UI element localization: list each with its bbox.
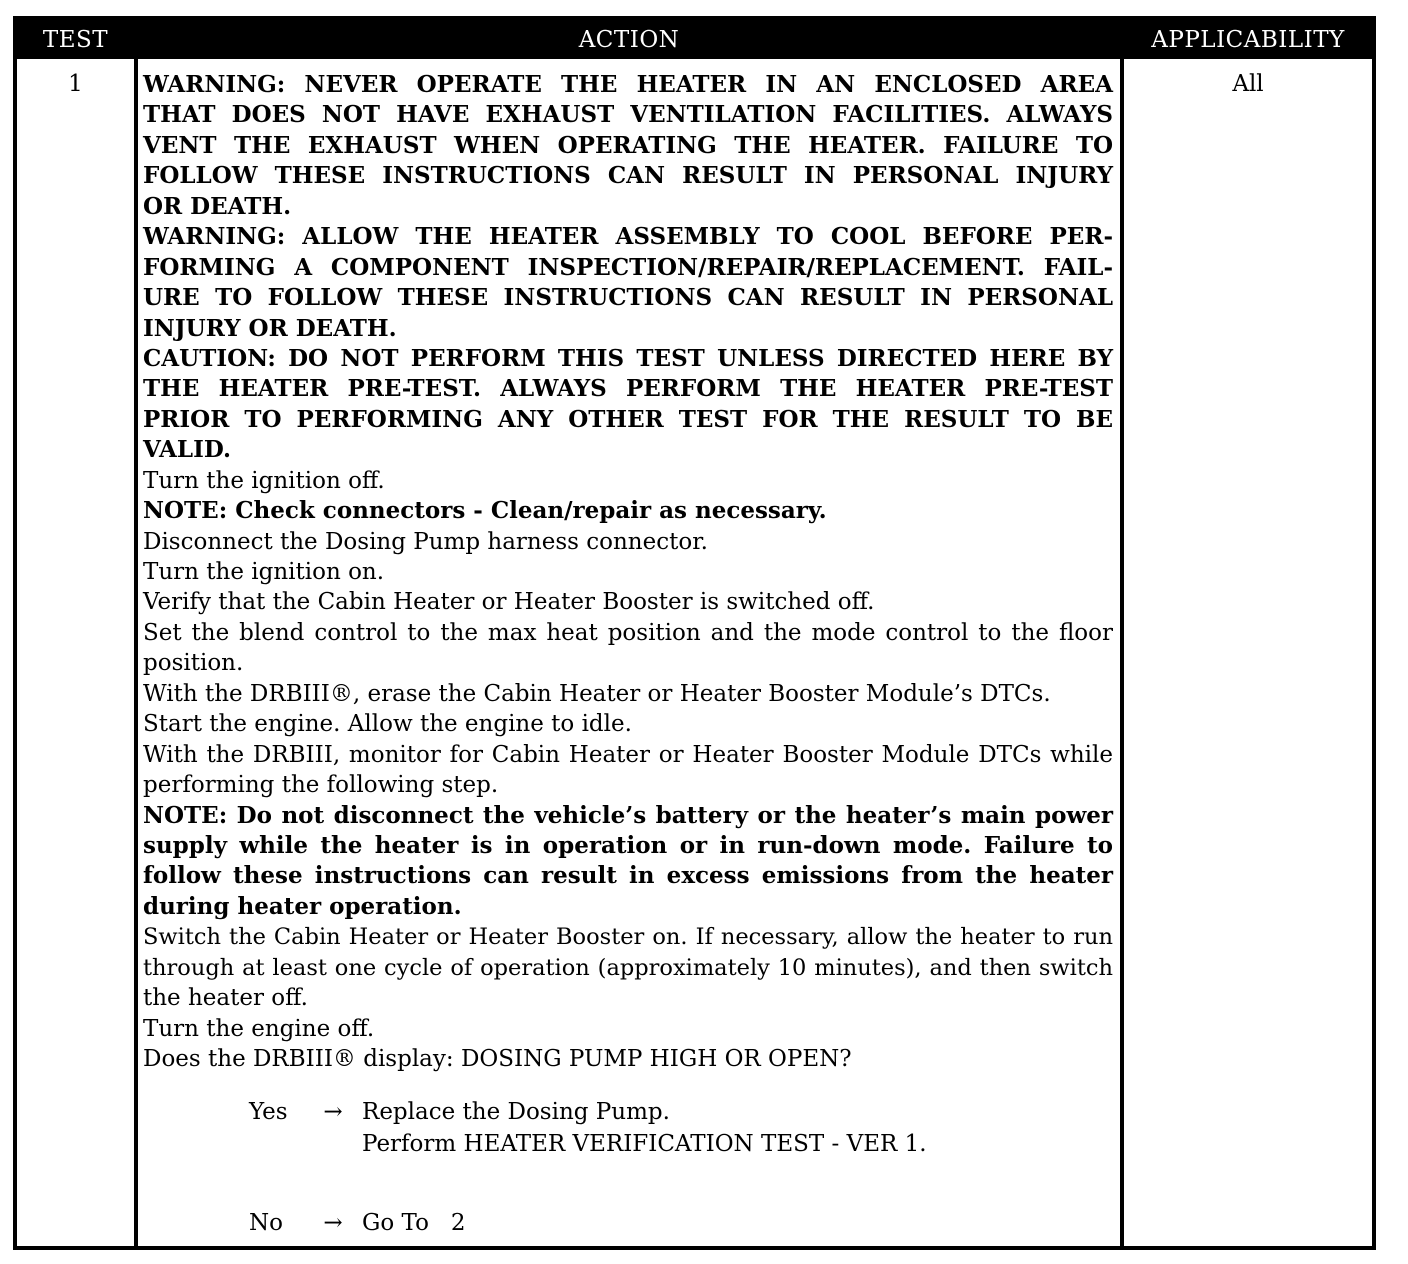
action-line: performing the following step. <box>143 772 499 799</box>
column-divider <box>1120 59 1124 1246</box>
action-line: With the DRBIII®, erase the Cabin Heater or Heater Booster Module’s DTCs. <box>143 680 1051 707</box>
action-line: follow these instructions can result in excess emissions from the heater <box>143 862 1113 890</box>
result-no-label: No <box>249 1210 283 1236</box>
result-yes-action: Replace the Dosing Pump. <box>362 1099 670 1125</box>
action-line: THE HEATER PRE-TEST. ALWAYS PERFORM THE HEATER PRE-TEST <box>143 375 1113 403</box>
header-applicability: APPLICABILITY <box>1151 27 1345 53</box>
test-number: 1 <box>68 71 83 97</box>
action-line: NOTE: Do not disconnect the vehicle’s battery or the heater’s main power <box>143 801 1113 829</box>
result-yes-action-2: Perform HEATER VERIFICATION TEST - VER 1. <box>362 1131 927 1157</box>
action-line: through at least one cycle of operation (approximately 10 minutes), and then switch <box>143 954 1113 981</box>
right-arrow-icon: → <box>323 1099 343 1125</box>
action-line: OR DEATH. <box>143 192 292 220</box>
action-line: Switch the Cabin Heater or Heater Booster on. If necessary, allow the heater to run <box>143 924 1113 951</box>
action-line: Turn the engine off. <box>143 1015 375 1042</box>
header-test: TEST <box>42 27 109 53</box>
action-line: WARNING: ALLOW THE HEATER ASSEMBLY TO COOL BEFORE PER- <box>143 223 1113 251</box>
action-line: Start the engine. Allow the engine to idle. <box>143 711 632 738</box>
action-line: the heater off. <box>143 985 308 1012</box>
action-line: Disconnect the Dosing Pump harness connector. <box>143 528 708 555</box>
table-header <box>17 20 1372 59</box>
action-line: position. <box>143 650 244 677</box>
action-line: NOTE: Check connectors - Clean/repair as necessary. <box>143 497 827 525</box>
action-line: VALID. <box>143 436 231 464</box>
action-line: INJURY OR DEATH. <box>143 314 397 342</box>
action-line: FOLLOW THESE INSTRUCTIONS CAN RESULT IN PERSONAL INJURY <box>143 162 1113 190</box>
action-line: Verify that the Cabin Heater or Heater Booster is switched off. <box>143 589 875 616</box>
action-text <box>143 70 1113 1074</box>
action-line: Does the DRBIII® display: DOSING PUMP HIGH OR OPEN? <box>143 1046 852 1072</box>
action-line: FORMING A COMPONENT INSPECTION/REPAIR/REPLACEMENT. FAIL- <box>143 253 1113 281</box>
applicability-value: All <box>1232 71 1264 97</box>
header-action: ACTION <box>578 27 680 53</box>
action-line: Turn the ignition off. <box>143 467 385 494</box>
action-line: CAUTION: DO NOT PERFORM THIS TEST UNLESS DIRECTED HERE BY <box>143 344 1113 372</box>
action-line: VENT THE EXHAUST WHEN OPERATING THE HEATER. FAILURE TO <box>143 131 1113 159</box>
diagnostic-test-table <box>13 16 1376 1250</box>
action-line: With the DRBIII, monitor for Cabin Heater or Heater Booster Module DTCs while <box>143 741 1113 768</box>
action-line: during heater operation. <box>143 892 462 920</box>
right-arrow-icon: → <box>323 1210 343 1236</box>
action-line: THAT DOES NOT HAVE EXHAUST VENTILATION FACILITIES. ALWAYS <box>143 101 1113 129</box>
result-no-action: Go To 2 <box>362 1210 466 1236</box>
action-line: Set the blend control to the max heat position and the mode control to the floor <box>143 619 1113 646</box>
result-yes-label: Yes <box>249 1099 288 1125</box>
action-line: Turn the ignition on. <box>143 559 385 585</box>
column-divider <box>134 59 138 1246</box>
action-line: supply while the heater is in operation or in run-down mode. Failure to <box>143 831 1113 859</box>
action-line: PRIOR TO PERFORMING ANY OTHER TEST FOR THE RESULT TO BE <box>143 405 1113 433</box>
action-line: WARNING: NEVER OPERATE THE HEATER IN AN ENCLOSED AREA <box>143 71 1113 98</box>
action-line: URE TO FOLLOW THESE INSTRUCTIONS CAN RESULT IN PERSONAL <box>143 284 1113 312</box>
